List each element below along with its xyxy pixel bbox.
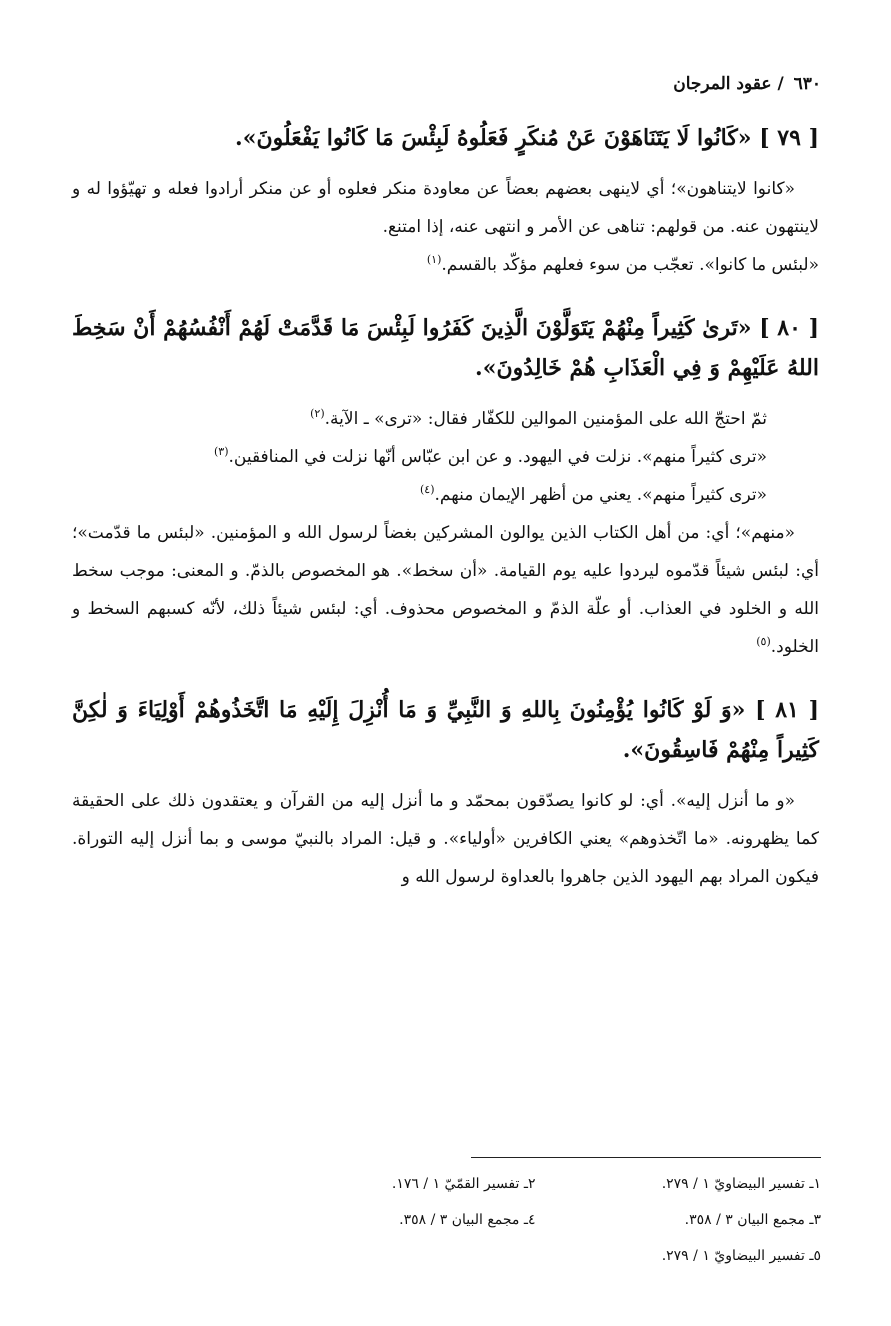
footnote-3: ٣ـ مجمع البيان ٣ / ٣٥٨. xyxy=(684,1212,821,1228)
commentary-text: ثمّ احتجّ الله على المؤمنين الموالين للكفّار فقال: «ترى» ـ الآية. xyxy=(324,409,767,429)
commentary-paragraph xyxy=(72,170,819,246)
verse-81: [ ٨١ ] «وَ لَوْ كَانُوا يُؤْمِنُونَ بِاللهِ وَ النَّبِيِّ وَ مَا أُنْزِلَ إِلَيْهِ مَا اتَّخَذُوهُمْ أَوْلِيَاءَ وَ لٰكِنَّ كَثِيراً مِنْهُمْ فَاسِقُونَ». xyxy=(72,697,819,763)
footnotes xyxy=(250,1170,821,1270)
running-header xyxy=(673,74,821,94)
book-title: عقود المرجان xyxy=(673,74,772,94)
footnote-4: ٤ـ مجمع البيان ٣ / ٣٥٨. xyxy=(399,1212,536,1228)
header-separator: / xyxy=(777,74,784,94)
footnote-ref: (٥) xyxy=(756,635,771,648)
commentary-text: «كانوا لايتناهون»؛ أي لاينهى بعضهم بعضاً عن معاودة منكر فعلوه أو عن منكر أرادوا فعله و تهيّؤوا له و لاينتهون عنه. من قولهم: تناهى عن الأمر و انتهى عنه، إذا امتنع. xyxy=(72,179,819,237)
verse-79: [ ٧٩ ] «كَانُوا لَا يَتَنَاهَوْنَ عَنْ مُنكَرٍ فَعَلُوهُ لَبِئْسَ مَا كَانُوا يَفْعَلُونَ». xyxy=(235,125,819,151)
footnote-2: ٢ـ تفسير القمّيّ ١ / ١٧٦. xyxy=(391,1176,536,1192)
page-number: ٦٣٠ xyxy=(793,74,821,94)
commentary-paragraph xyxy=(72,476,819,514)
footnote-ref: (٤) xyxy=(420,483,435,496)
commentary-text: «ترى كثيراً منهم». يعني من أظهر الإيمان منهم. xyxy=(434,485,767,505)
commentary-paragraph xyxy=(72,782,819,896)
commentary-paragraph xyxy=(72,400,819,438)
verse-80: [ ٨٠ ] «تَرىٰ كَثِيراً مِنْهُمْ يَتَوَلَّوْنَ الَّذِينَ كَفَرُوا لَبِئْسَ مَا قَدَّمَتْ لَهُمْ أَنْفُسُهُمْ أَنْ سَخِطَ اللهُ عَلَيْهِمْ وَ فِي الْعَذَابِ هُمْ خَالِدُونَ». xyxy=(72,315,819,381)
footnote-ref: (٣) xyxy=(213,445,229,458)
commentary-paragraph xyxy=(72,438,819,476)
footnote-ref: (١) xyxy=(426,253,442,266)
footnote-1: ١ـ تفسير البيضاويّ ١ / ٢٧٩. xyxy=(661,1176,821,1192)
commentary-text: «و ما أنزل إليه». أي: لو كانوا يصدّقون بمحمّد و ما أنزل إليه من القرآن و يعتقدون ذلك على الحقيقة كما يظهرونه. «ما اتّخذوهم» يعني الكافرين «أولياء». و قيل: المراد بالنبيّ موسى و بما أنزل إليه التوراة. فيكون المراد بهم اليهود الذين جاهروا بالعداوة لرسول الله و xyxy=(72,791,819,887)
page-body xyxy=(72,118,819,896)
footnote-ref: (٢) xyxy=(310,407,325,420)
footnote-divider xyxy=(471,1157,821,1158)
commentary-paragraph xyxy=(72,246,819,284)
footnote-5: ٥ـ تفسير البيضاويّ ١ / ٢٧٩. xyxy=(661,1248,821,1264)
commentary-text: «منهم»؛ أي: من أهل الكتاب الذين يوالون المشركين بغضاً لرسول الله و المؤمنين. «لبئس ما قدّمت»؛ أي: لبئس شيئاً قدّموه ليردوا عليه يوم القيامة. «أن سخط». هو المخصوص بالذمّ. و المعنى: موجب سخط الله و الخلود في العذاب. أو علّة الذمّ و المخصوص محذوف. أي: لبئس شيئاً ذلك، لأنّه كسبهم السخط و الخلود. xyxy=(72,523,819,657)
commentary-text: «ترى كثيراً منهم». نزلت في اليهود. و عن ابن عبّاس أنّها نزلت في المنافقين. xyxy=(228,447,767,467)
commentary-text: «لبئس ما كانوا». تعجّب من سوء فعلهم مؤكّد بالقسم. xyxy=(441,255,819,275)
commentary-paragraph xyxy=(72,514,819,666)
